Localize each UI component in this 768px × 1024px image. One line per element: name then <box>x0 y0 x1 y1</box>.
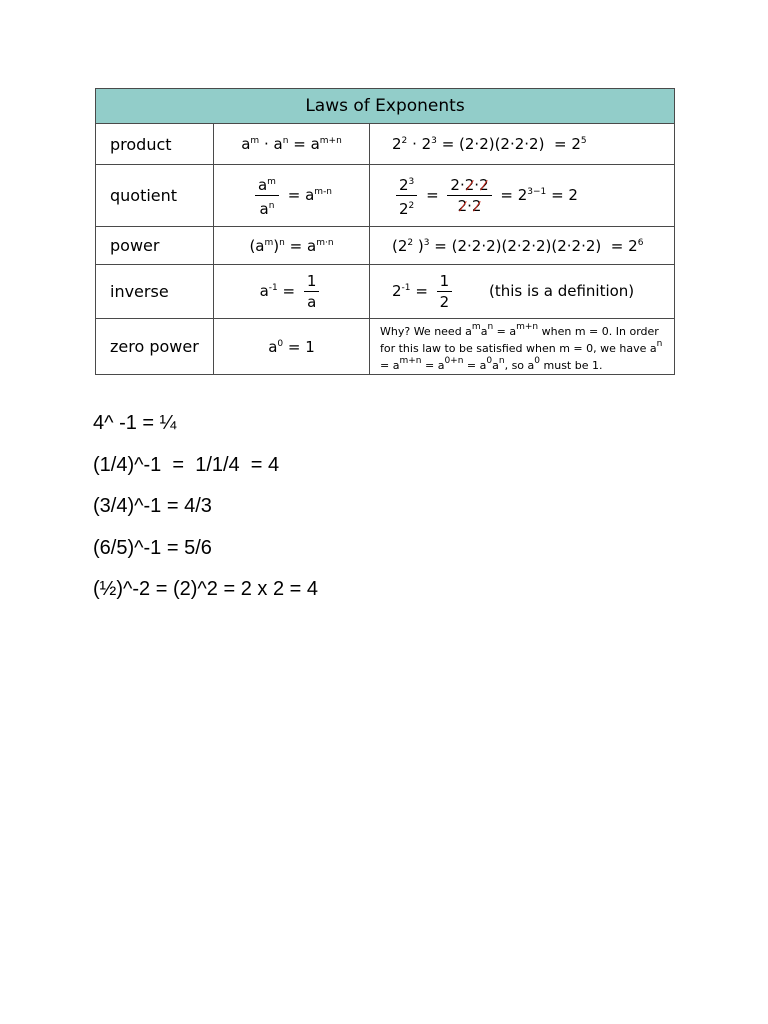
law-example-inverse: $2^{-1}$ = $\frac{1}{2}$ (this is a definition) <box>370 265 675 319</box>
law-example-quotient: $\frac{2^3}{2^2}$ = $\frac{2\cdot 2\cdot 2}{2\cdot 2}$ = $2^{3-1} = 2$ <box>370 165 675 227</box>
note-line: (6/5)^-1 = 5/6 <box>93 536 212 559</box>
law-name-zero-power: zero power <box>96 319 214 375</box>
law-rule-zero-power: $a^0 = 1$ <box>214 319 370 375</box>
fraction: $\frac{2^3}{2^2}$ <box>396 173 417 218</box>
cancelled-fraction: $\frac{2\cdot 2\cdot 2}{2\cdot 2}$ <box>447 176 491 215</box>
law-name-power: power <box>96 227 214 265</box>
zero-power-explanation: Why? We need $a^ma^n = a^{m+n}$ when m = 0. In order for this law to be satisfied when m = 0, we have $a^n = a^{m+n} = a^{0+n} = a^0a^n$, so $a^0$ must be 1. <box>370 319 675 375</box>
law-name-quotient: quotient <box>96 165 214 227</box>
table-row <box>96 265 675 319</box>
law-rule-power: $(a^m)^n = a^{m\cdot n}$ <box>214 227 370 265</box>
law-example-product: $2^2 \cdot 2^3 = (2\cdot 2)(2\cdot 2\cdot 2) = 2^5$ <box>370 124 675 165</box>
fraction: $\frac{a^m}{a^n}$ <box>255 173 279 218</box>
note-line: (½)^-2 = (2)^2 = 2 x 2 = 4 <box>93 578 318 600</box>
definition-note: (this is a definition) <box>489 282 635 300</box>
note-line: 4^ -1 = ¼ <box>93 412 177 434</box>
law-rule-product: $a^m \cdot a^n = a^{m+n}$ <box>214 124 370 165</box>
table-row <box>96 124 675 165</box>
law-name-product: product <box>96 124 214 165</box>
law-example-power: ($2^2$ )$^3 = (2\cdot 2\cdot 2)(2\cdot 2\cdot 2)(2\cdot 2\cdot 2) = 2^6$ <box>370 227 675 265</box>
laws-of-exponents-table <box>95 88 675 375</box>
table-title: Laws of Exponents <box>96 89 675 124</box>
table-row <box>96 319 675 375</box>
table-row <box>96 165 675 227</box>
fraction: $\frac{1}{2}$ <box>437 272 453 311</box>
worked-examples <box>93 406 318 614</box>
law-rule-inverse: $a^{-1}$ = $\frac{1}{a}$ <box>214 265 370 319</box>
law-name-inverse: inverse <box>96 265 214 319</box>
fraction: $\frac{1}{a}$ <box>304 272 320 311</box>
law-rule-quotient: $\frac{a^m}{a^n}$ = $a^{m-n}$ <box>214 165 370 227</box>
note-line: (1/4)^-1 = 1/1/4 = 4 <box>93 453 280 476</box>
table-row <box>96 227 675 265</box>
note-line: (3/4)^-1 = 4/3 <box>93 495 212 517</box>
